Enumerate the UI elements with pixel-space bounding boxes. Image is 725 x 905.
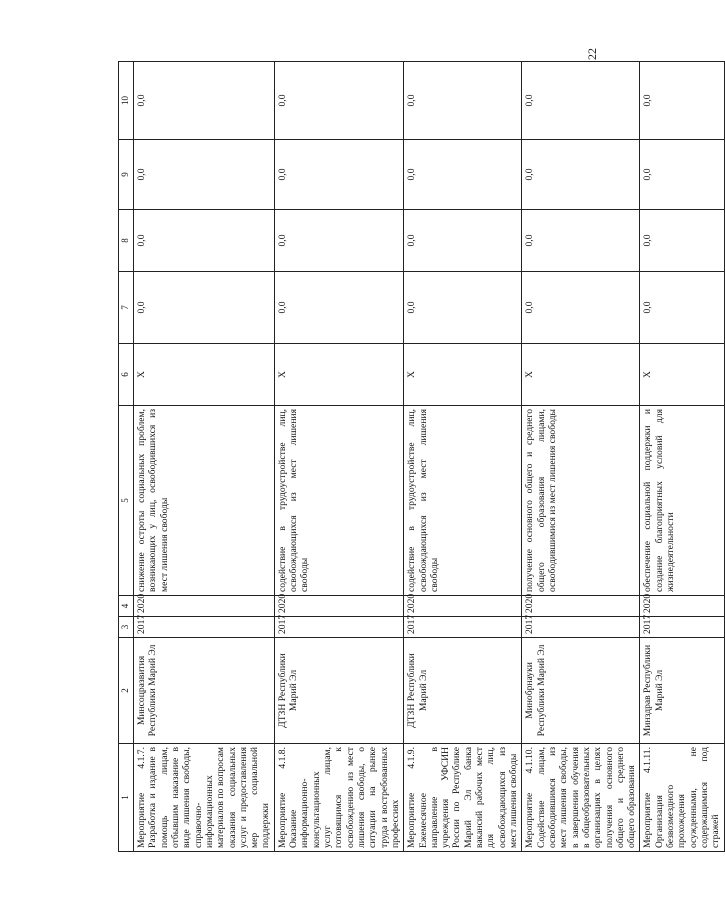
start-year-cell: 2017 — [640, 617, 724, 638]
executor-cell: ДТЗН Республики Марий Эл — [274, 638, 403, 744]
result-cell: обеспечение социальной поддержки и создание благоприятных условий для жизнедеятельности — [640, 406, 724, 596]
end-year-cell: 2020 — [274, 596, 403, 617]
column-header: 9 — [119, 140, 134, 210]
table-row — [274, 62, 403, 852]
column-header: 4 — [119, 596, 134, 617]
column-header: 1 — [119, 744, 134, 852]
start-year-cell: 2017 — [522, 617, 640, 638]
col6-cell: X — [404, 344, 522, 406]
end-year-cell: 2020 — [522, 596, 640, 617]
start-year-cell: 2017 — [134, 617, 275, 638]
result-cell: снижение остроты социальных проблем, возникающих у лиц, освободившихся из мест лишения свободы — [134, 406, 275, 596]
col8-cell: 0,0 — [522, 210, 640, 272]
start-year-cell: 2017 — [274, 617, 403, 638]
result-cell: содействие в трудоустройстве лиц, освобождающихся из мест лишения свободы — [274, 406, 403, 596]
page-number: 22 — [585, 48, 599, 60]
col8-cell: 0,0 — [404, 210, 522, 272]
col6-cell: X — [522, 344, 640, 406]
col7-cell: 0,0 — [522, 272, 640, 344]
column-header: 10 — [119, 62, 134, 140]
column-header: 2 — [119, 638, 134, 744]
executor-cell: ДТЗН Республики Марий Эл — [404, 638, 522, 744]
event-cell: Мероприятие 4.1.7. Разработка и издание в помощь лицам, отбывшим наказание в виде лишения свободы, справочно-информационных материалов по вопросам оказания социальных услуг и предоставления мер социальной поддержки — [134, 744, 275, 852]
col6-cell: X — [134, 344, 275, 406]
col9-cell: 0,0 — [134, 140, 275, 210]
table-row — [522, 62, 640, 852]
header-row — [119, 62, 134, 852]
column-header: 5 — [119, 406, 134, 596]
event-cell: Мероприятие 4.1.10. Содействие лицам, освободившимся из мест лишения свободы, в завершении обучения в общеобразовательных организациях в целях получения основного общего и среднего общего образования — [522, 744, 640, 852]
col10-cell: 0,0 — [134, 62, 275, 140]
executor-cell: Минобрнауки Республики Марий Эл — [522, 638, 640, 744]
rotated-table-container — [118, 62, 722, 852]
program-events-table — [118, 61, 725, 852]
col8-cell: 0,0 — [640, 210, 724, 272]
table-row — [640, 62, 724, 852]
col7-cell: 0,0 — [134, 272, 275, 344]
end-year-cell: 2020 — [404, 596, 522, 617]
executor-cell: Минсоцразвития Республики Марий Эл — [134, 638, 275, 744]
col9-cell: 0,0 — [640, 140, 724, 210]
end-year-cell: 2020 — [640, 596, 724, 617]
col10-cell: 0,0 — [640, 62, 724, 140]
col10-cell: 0,0 — [404, 62, 522, 140]
col8-cell: 0,0 — [274, 210, 403, 272]
column-header: 6 — [119, 344, 134, 406]
executor-cell: Минздрав Республики Марий Эл — [640, 638, 724, 744]
start-year-cell: 2017 — [404, 617, 522, 638]
col6-cell: X — [640, 344, 724, 406]
col10-cell: 0,0 — [522, 62, 640, 140]
result-cell: содействие в трудоустройстве лиц, освобождающихся из мест лишения свободы — [404, 406, 522, 596]
col6-cell: X — [274, 344, 403, 406]
col10-cell: 0,0 — [274, 62, 403, 140]
col7-cell: 0,0 — [404, 272, 522, 344]
event-cell: Мероприятие 4.1.8. Оказание информационно-консультационных услуг лицам, готовящимся к освобождению из мест лишения свободы, о ситуации на рынке труда и востребованных профессиях — [274, 744, 403, 852]
column-header: 3 — [119, 617, 134, 638]
end-year-cell: 2020 — [134, 596, 275, 617]
event-cell: Мероприятие 4.1.11. Организация безвозмездного прохождения осужденными, не содержащимися под стражей — [640, 744, 724, 852]
event-cell: Мероприятие 4.1.9. Ежемесячное направление в учреждения УФСИН России по Республике Марий Эл банка вакансий рабочих мест для лиц, освобождающихся из мест лишения свободы — [404, 744, 522, 852]
col9-cell: 0,0 — [404, 140, 522, 210]
col7-cell: 0,0 — [640, 272, 724, 344]
table-row — [134, 62, 275, 852]
table-row — [404, 62, 522, 852]
col8-cell: 0,0 — [134, 210, 275, 272]
col9-cell: 0,0 — [274, 140, 403, 210]
col7-cell: 0,0 — [274, 272, 403, 344]
column-header: 7 — [119, 272, 134, 344]
col9-cell: 0,0 — [522, 140, 640, 210]
result-cell: получение основного общего и среднего общего образования лицами, освободившимися из мест лишения свободы — [522, 406, 640, 596]
column-header: 8 — [119, 210, 134, 272]
